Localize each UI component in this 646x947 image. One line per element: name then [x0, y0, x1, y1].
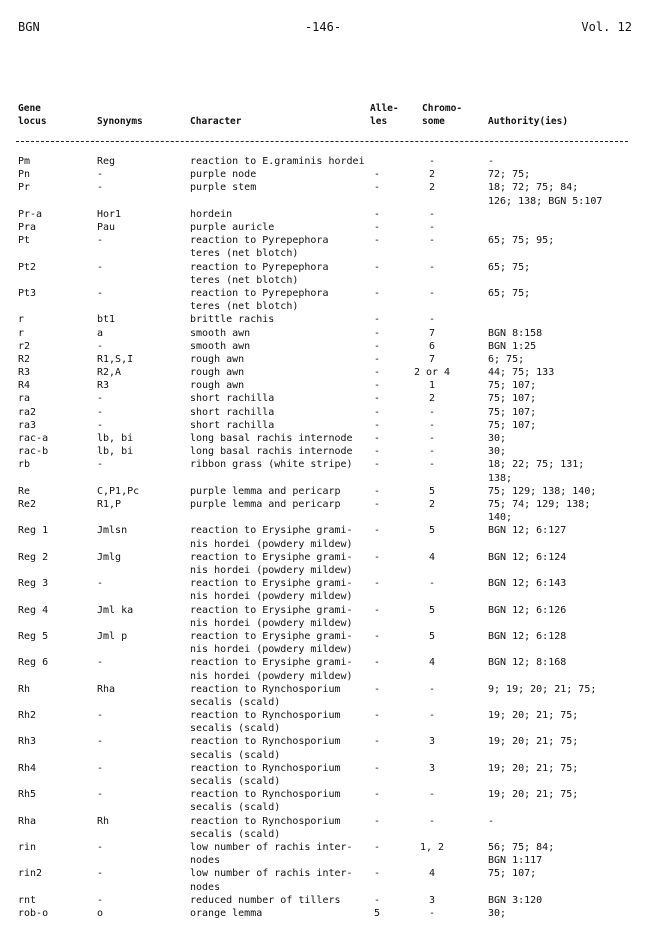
header-chromosome: Chromo- some: [422, 103, 463, 127]
authority-cell: 19; 20; 21; 75;: [488, 736, 579, 748]
table-row: [0, 287, 646, 313]
gene-locus-cell: rac-b: [18, 446, 49, 458]
table-row: [0, 445, 646, 458]
chromosome-cell: -: [428, 815, 436, 827]
synonyms-cell: Reg: [97, 156, 116, 167]
gene-locus-cell: ra2: [18, 406, 37, 418]
authority-cell: 72; 75;: [488, 169, 531, 181]
gene-locus-cell: Re: [18, 485, 31, 497]
authority-cell: 75; 107;: [488, 419, 537, 431]
alleles-cell: -: [374, 261, 381, 273]
character-cell: orange lemma: [190, 908, 263, 919]
gene-locus-cell: r2: [18, 340, 31, 352]
alleles-cell: -: [374, 208, 381, 220]
chromosome-cell: -: [428, 221, 436, 233]
character-cell: long basal rachis internode: [190, 433, 353, 444]
authority-cell: BGN 8:158: [488, 327, 543, 339]
gene-locus-cell: Reg 1: [18, 525, 49, 537]
table-row: [0, 815, 646, 841]
synonyms-cell: -: [97, 419, 104, 431]
alleles-cell: -: [374, 182, 381, 194]
synonyms-cell: a: [97, 327, 104, 339]
chromosome-cell: -: [428, 446, 436, 458]
synonyms-cell: o: [97, 908, 104, 919]
synonyms-cell: Jml p: [97, 630, 128, 642]
chromosome-cell: -: [428, 433, 436, 444]
character-cell: rough awn: [190, 353, 245, 365]
table-row: [0, 208, 646, 221]
alleles-cell: -: [374, 604, 381, 616]
synonyms-cell: Rha: [97, 683, 116, 695]
chromosome-cell: 5: [428, 630, 436, 642]
alleles-cell: -: [374, 353, 381, 365]
chromosome-cell: -: [428, 578, 436, 590]
gene-locus-cell: Rha: [18, 815, 37, 827]
synonyms-cell: -: [97, 710, 104, 722]
gene-locus-cell: rob-o: [18, 908, 49, 919]
authority-cell: 75; 107;: [488, 380, 537, 392]
synonyms-cell: Pau: [97, 221, 116, 233]
chromosome-cell: -: [428, 261, 436, 273]
character-cell: low number of rachis inter- nodes: [190, 868, 353, 893]
alleles-cell: -: [374, 393, 381, 405]
alleles-cell: -: [374, 169, 381, 181]
table-row: [0, 379, 646, 392]
character-cell: reaction to E.graminis hordei: [190, 156, 365, 167]
synonyms-cell: -: [97, 393, 104, 405]
alleles-cell: -: [374, 683, 381, 695]
synonyms-cell: R1,P: [97, 498, 122, 510]
table-row: [0, 683, 646, 709]
gene-locus-cell: R2: [18, 353, 31, 365]
chromosome-cell: -: [428, 908, 436, 919]
gene-locus-cell: Rh2: [18, 710, 37, 722]
synonyms-cell: R1,S,I: [97, 353, 134, 365]
synonyms-cell: R2,A: [97, 367, 122, 379]
synonyms-cell: -: [97, 340, 104, 352]
synonyms-cell: R3: [97, 380, 110, 392]
gene-locus-cell: Reg 6: [18, 657, 49, 669]
gene-locus-cell: rb: [18, 459, 31, 471]
table-row: [0, 709, 646, 735]
synonyms-cell: -: [97, 261, 104, 273]
table-row: [0, 406, 646, 419]
gene-locus-cell: rin2: [18, 868, 43, 880]
character-cell: reaction to Erysiphe grami- nis hordei (powdery mildew): [190, 604, 353, 629]
chromosome-cell: 7: [428, 327, 436, 339]
authority-cell: -: [488, 815, 495, 827]
character-cell: reaction to Pyrepephora teres (net blotch): [190, 235, 329, 260]
synonyms-cell: -: [97, 287, 104, 299]
synonyms-cell: -: [97, 235, 104, 247]
table-row: [0, 907, 646, 920]
column-headers: [0, 102, 646, 132]
character-cell: reaction to Erysiphe grami- nis hordei (powdery mildew): [190, 578, 353, 603]
table-row: [0, 498, 646, 524]
character-cell: reaction to Rynchosporium secalis (scald): [190, 815, 341, 840]
character-cell: low number of rachis inter- nodes: [190, 842, 353, 867]
character-cell: reaction to Erysiphe grami- nis hordei (powdery mildew): [190, 657, 353, 682]
alleles-cell: -: [374, 498, 381, 510]
synonyms-cell: -: [97, 894, 104, 906]
alleles-cell: -: [374, 235, 381, 247]
synonyms-cell: -: [97, 736, 104, 748]
table-row: [0, 788, 646, 814]
chromosome-cell: 3: [428, 762, 436, 774]
character-cell: reaction to Erysiphe grami- nis hordei (powdery mildew): [190, 551, 353, 576]
alleles-cell: -: [374, 380, 381, 392]
character-cell: reaction to Rynchosporium secalis (scald): [190, 736, 341, 761]
alleles-cell: -: [374, 406, 381, 418]
chromosome-cell: 2: [428, 182, 436, 194]
character-cell: purple stem: [190, 182, 257, 194]
character-cell: reaction to Pyrepephora teres (net blotch): [190, 287, 329, 313]
gene-locus-cell: r: [18, 327, 25, 339]
authority-cell: 65; 75; 95;: [488, 235, 555, 247]
authority-cell: BGN 12; 6:124: [488, 551, 567, 563]
chromosome-cell: 2: [428, 169, 436, 181]
alleles-cell: -: [374, 894, 381, 906]
gene-locus-cell: Pn: [18, 169, 31, 181]
character-cell: brittle rachis: [190, 314, 275, 326]
authority-cell: BGN 12; 6:128: [488, 630, 567, 642]
character-cell: reaction to Erysiphe grami- nis hordei (powdery mildew): [190, 525, 353, 550]
character-cell: purple lemma and pericarp: [190, 498, 341, 510]
synonyms-cell: -: [97, 406, 104, 418]
gene-locus-cell: Reg 4: [18, 604, 49, 616]
synonyms-cell: Rh: [97, 815, 110, 827]
header-character: Character: [190, 116, 242, 127]
character-cell: reaction to Rynchosporium secalis (scald): [190, 789, 341, 814]
chromosome-cell: 7: [428, 353, 436, 365]
alleles-cell: -: [374, 446, 381, 458]
gene-locus-cell: Pra: [18, 221, 37, 233]
synonyms-cell: lb, bi: [97, 433, 134, 444]
synonyms-cell: -: [97, 182, 104, 194]
chromosome-cell: 3: [428, 736, 436, 748]
gene-locus-cell: Pt: [18, 235, 31, 247]
alleles-cell: -: [374, 367, 381, 379]
alleles-cell: -: [374, 736, 381, 748]
character-cell: smooth awn: [190, 327, 251, 339]
table-row: [0, 366, 646, 379]
authority-cell: 6; 75;: [488, 353, 525, 365]
authority-cell: 56; 75; 84; BGN 1:117: [488, 842, 555, 867]
authority-cell: 30;: [488, 433, 507, 444]
character-cell: short rachilla: [190, 406, 275, 418]
authority-cell: BGN 12; 6:126: [488, 604, 567, 616]
gene-table: [0, 155, 646, 920]
alleles-cell: -: [374, 327, 381, 339]
gene-locus-cell: Pt2: [18, 261, 37, 273]
alleles-cell: -: [374, 630, 381, 642]
chromosome-cell: 4: [428, 868, 436, 880]
synonyms-cell: -: [97, 657, 104, 669]
alleles-cell: -: [374, 485, 381, 497]
chromosome-cell: 2: [428, 498, 436, 510]
character-cell: long basal rachis internode: [190, 446, 353, 458]
synonyms-cell: Hor1: [97, 208, 122, 220]
character-cell: reaction to Erysiphe grami- nis hordei (powdery mildew): [190, 630, 353, 656]
header-synonyms: Synonyms: [97, 116, 143, 127]
table-row: [0, 392, 646, 405]
character-cell: ribbon grass (white stripe): [190, 459, 353, 471]
gene-locus-cell: Rh5: [18, 789, 37, 801]
chromosome-cell: 6: [428, 340, 436, 352]
chromosome-cell: -: [428, 789, 436, 801]
authority-cell: 75; 107;: [488, 868, 537, 880]
authority-cell: 65; 75;: [488, 287, 531, 299]
alleles-cell: -: [374, 433, 381, 444]
authority-cell: 44; 75; 133: [488, 367, 555, 379]
chromosome-cell: 3: [428, 894, 436, 906]
page-number: -146-: [304, 20, 342, 34]
authority-cell: 65; 75;: [488, 261, 531, 273]
chromosome-cell: 1: [428, 380, 436, 392]
alleles-cell: -: [374, 868, 381, 880]
alleles-cell: 5: [374, 908, 381, 919]
authority-cell: 30;: [488, 446, 507, 458]
gene-locus-cell: Rh: [18, 683, 31, 695]
table-row: [0, 221, 646, 234]
table-row: [0, 234, 646, 260]
gene-locus-cell: rac-a: [18, 433, 49, 444]
character-cell: purple auricle: [190, 221, 275, 233]
alleles-cell: -: [374, 314, 381, 326]
table-row: [0, 577, 646, 603]
gene-locus-cell: ra3: [18, 419, 37, 431]
table-row: [0, 155, 646, 168]
authority-cell: BGN 12; 6:143: [488, 578, 567, 590]
table-row: [0, 327, 646, 340]
alleles-cell: -: [374, 459, 381, 471]
chromosome-cell: -: [428, 710, 436, 722]
character-cell: reaction to Rynchosporium secalis (scald): [190, 710, 341, 735]
alleles-cell: -: [374, 578, 381, 590]
header-alleles: Alle- les: [370, 103, 399, 127]
alleles-cell: -: [374, 221, 381, 233]
table-row: [0, 419, 646, 432]
gene-locus-cell: rnt: [18, 894, 37, 906]
gene-locus-cell: Pt3: [18, 287, 37, 299]
gene-locus-cell: Reg 5: [18, 630, 49, 642]
chromosome-cell: 4: [428, 551, 436, 563]
synonyms-cell: -: [97, 578, 104, 590]
gene-locus-cell: R4: [18, 380, 31, 392]
gene-locus-cell: rin: [18, 842, 37, 854]
table-row: [0, 656, 646, 682]
character-cell: purple lemma and pericarp: [190, 485, 341, 497]
gene-locus-cell: Rh4: [18, 762, 37, 774]
chromosome-cell: 2: [428, 393, 436, 405]
alleles-cell: -: [374, 842, 381, 854]
authority-cell: 9; 19; 20; 21; 75;: [488, 683, 597, 695]
chromosome-cell: 1, 2: [419, 842, 445, 854]
authority-cell: BGN 1:25: [488, 340, 537, 352]
table-row: [0, 735, 646, 761]
table-row: [0, 604, 646, 630]
character-cell: reaction to Pyrepephora teres (net blotch): [190, 261, 329, 286]
table-row: [0, 524, 646, 550]
synonyms-cell: -: [97, 789, 104, 801]
gene-locus-cell: Pm: [18, 156, 31, 167]
character-cell: rough awn: [190, 380, 245, 392]
header-gene-locus: Gene locus: [18, 103, 47, 127]
authority-cell: 75; 129; 138; 140;: [488, 485, 597, 497]
chromosome-cell: -: [428, 406, 436, 418]
character-cell: rough awn: [190, 367, 245, 379]
authority-cell: 19; 20; 21; 75;: [488, 789, 579, 801]
synonyms-cell: Jmlsn: [97, 525, 128, 537]
alleles-cell: -: [374, 340, 381, 352]
chromosome-cell: -: [428, 208, 436, 220]
alleles-cell: -: [374, 762, 381, 774]
character-cell: reaction to Rynchosporium secalis (scald): [190, 683, 341, 708]
table-row: [0, 353, 646, 366]
table-row: [0, 485, 646, 498]
authority-cell: 19; 20; 21; 75;: [488, 710, 579, 722]
authority-cell: -: [488, 156, 495, 167]
synonyms-cell: Jml ka: [97, 604, 134, 616]
volume-label: Vol. 12: [581, 20, 632, 34]
alleles-cell: -: [374, 287, 381, 299]
synonyms-cell: lb, bi: [97, 446, 134, 458]
authority-cell: 75; 107;: [488, 393, 537, 405]
chromosome-cell: 2 or 4: [413, 367, 451, 379]
authority-cell: 75; 74; 129; 138; 140;: [488, 498, 591, 524]
gene-locus-cell: ra: [18, 393, 31, 405]
character-cell: reduced number of tillers: [190, 894, 341, 906]
authority-cell: 30;: [488, 908, 507, 919]
synonyms-cell: -: [97, 842, 104, 854]
character-cell: reaction to Rynchosporium secalis (scald): [190, 762, 341, 788]
gene-locus-cell: Reg 3: [18, 578, 49, 590]
alleles-cell: -: [374, 525, 381, 537]
character-cell: short rachilla: [190, 393, 275, 405]
synonyms-cell: -: [97, 459, 104, 471]
alleles-cell: -: [374, 419, 381, 431]
chromosome-cell: 4: [428, 657, 436, 669]
character-cell: purple node: [190, 169, 257, 181]
table-row: [0, 630, 646, 656]
alleles-cell: -: [374, 657, 381, 669]
authority-cell: 19; 20; 21; 75;: [488, 762, 579, 774]
gene-locus-cell: Rh3: [18, 736, 37, 748]
gene-locus-cell: Pr: [18, 182, 31, 194]
chromosome-cell: 5: [428, 525, 436, 537]
gene-locus-cell: Re2: [18, 498, 37, 510]
chromosome-cell: -: [428, 419, 436, 431]
authority-cell: 18; 72; 75; 84; 126; 138; BGN 5:107: [488, 182, 603, 207]
authority-cell: 75; 107;: [488, 406, 537, 418]
synonyms-cell: bt1: [97, 314, 116, 326]
table-row: [0, 340, 646, 353]
table-row: [0, 168, 646, 181]
alleles-cell: -: [374, 789, 381, 801]
character-cell: hordein: [190, 208, 233, 220]
alleles-cell: -: [374, 710, 381, 722]
table-row: [0, 762, 646, 788]
gene-locus-cell: r: [18, 314, 25, 326]
chromosome-cell: 5: [428, 604, 436, 616]
alleles-cell: -: [374, 815, 381, 827]
table-row: [0, 181, 646, 207]
synonyms-cell: -: [97, 169, 104, 181]
authority-cell: BGN 12; 8:168: [488, 657, 567, 669]
chromosome-cell: -: [428, 287, 436, 299]
table-row: [0, 261, 646, 287]
synonyms-cell: C,P1,Pc: [97, 485, 140, 497]
character-cell: short rachilla: [190, 419, 275, 431]
chromosome-cell: -: [428, 235, 436, 247]
chromosome-cell: -: [428, 683, 436, 695]
chromosome-cell: -: [428, 314, 436, 326]
running-head-left: BGN: [18, 20, 40, 34]
table-row: [0, 867, 646, 893]
table-row: [0, 894, 646, 907]
table-row: [0, 458, 646, 484]
table-row: [0, 432, 646, 445]
synonyms-cell: Jmlg: [97, 551, 122, 563]
chromosome-cell: 5: [428, 485, 436, 497]
chromosome-cell: -: [428, 156, 436, 167]
authority-cell: 18; 22; 75; 131; 138;: [488, 459, 585, 484]
gene-locus-cell: Reg 2: [18, 551, 49, 563]
table-row: [0, 313, 646, 326]
table-row: [0, 551, 646, 577]
header-authorities: Authority(ies): [488, 116, 569, 127]
character-cell: smooth awn: [190, 340, 251, 352]
chromosome-cell: -: [428, 459, 436, 471]
header-divider: [16, 141, 628, 142]
table-row: [0, 841, 646, 867]
synonyms-cell: -: [97, 868, 104, 880]
gene-locus-cell: R3: [18, 367, 31, 379]
authority-cell: BGN 12; 6:127: [488, 525, 567, 537]
gene-locus-cell: Pr-a: [18, 208, 43, 220]
authority-cell: BGN 3:120: [488, 894, 543, 906]
synonyms-cell: -: [97, 762, 104, 774]
alleles-cell: -: [374, 551, 381, 563]
